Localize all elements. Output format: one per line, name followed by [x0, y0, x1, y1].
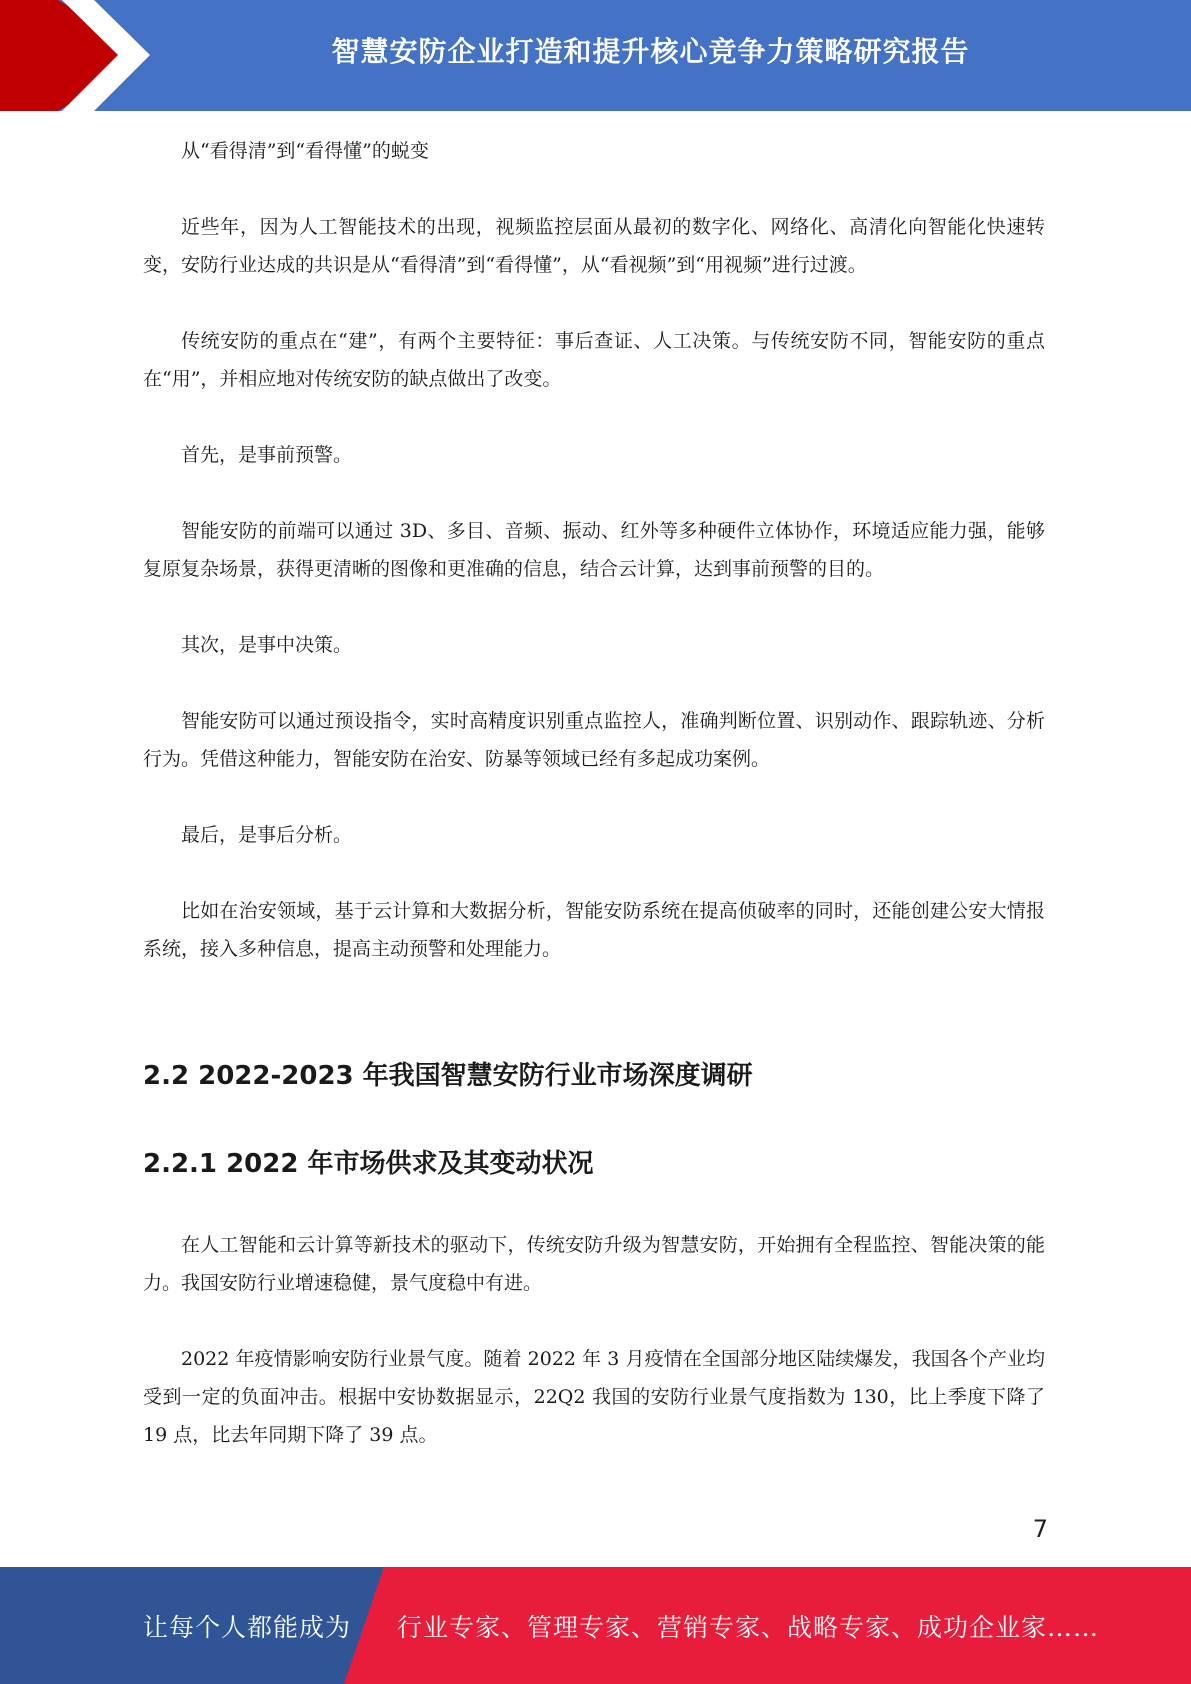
- page-number: 7: [1032, 1515, 1048, 1543]
- footer-slogan-right: 行业专家、管理专家、营销专家、战略专家、成功企业家……: [397, 1612, 1100, 1642]
- footer-slogan-left: 让每个人都能成为: [143, 1612, 352, 1642]
- paragraph: 比如在治安领域，基于云计算和大数据分析，智能安防系统在提高侦破率的同时，还能创建公安大情报系统，接入多种信息，提高主动预警和处理能力。: [143, 900, 1045, 960]
- paragraph: 首先，是事前预警。: [181, 444, 353, 466]
- paragraph: 近些年，因为人工智能技术的出现，视频监控层面从最初的数字化、网络化、高清化向智能化快速转变，安防行业达成的共识是从“看得清”到“看得懂”，从“看视频”到“用视频”进行过渡。: [143, 216, 1045, 276]
- paragraph: 其次，是事中决策。: [181, 634, 353, 656]
- paragraph: 最后，是事后分析。: [181, 824, 353, 846]
- paragraph: 智能安防可以通过预设指令，实时高精度识别重点监控人，准确判断位置、识别动作、跟踪轨迹、分析行为。凭借这种能力，智能安防在治安、防暴等领域已经有多起成功案例。: [143, 710, 1045, 770]
- page-footer: [0, 1567, 1191, 1684]
- main-content: [143, 132, 1045, 1454]
- header-title: 智慧安防企业打造和提升核心竞争力策略研究报告: [331, 35, 970, 68]
- paragraph: 在人工智能和云计算等新技术的驱动下，传统安防升级为智慧安防，开始拥有全程监控、智能决策的能力。我国安防行业增速稳健，景气度稳中有进。: [143, 1234, 1045, 1294]
- paragraph-subheading: 从“看得清”到“看得懂”的蜕变: [181, 140, 429, 162]
- section-heading-2-2-1: 2.2.1 2022 年市场供求及其变动状况: [143, 1149, 594, 1179]
- paragraph: 2022 年疫情影响安防行业景气度。随着 2022 年 3 月疫情在全国部分地区陆续爆发，我国各个产业均受到一定的负面冲击。根据中安协数据显示，22Q2 我国的安防行业景气度指数为 130，比上季度下降了 19 点，比去年同期下降了 39 点。: [143, 1348, 1045, 1446]
- section-heading-2-2: 2.2 2022-2023 年我国智慧安防行业市场深度调研: [143, 1061, 753, 1091]
- page-header: [0, 0, 1191, 111]
- paragraph: 智能安防的前端可以通过 3D、多目、音频、振动、红外等多种硬件立体协作，环境适应能力强，能够复原复杂场景，获得更清晰的图像和更准确的信息，结合云计算，达到事前预警的目的。: [143, 520, 1045, 580]
- paragraph: 传统安防的重点在“建”，有两个主要特征：事后查证、人工决策。与传统安防不同，智能安防的重点在“用”，并相应地对传统安防的缺点做出了改变。: [143, 330, 1045, 390]
